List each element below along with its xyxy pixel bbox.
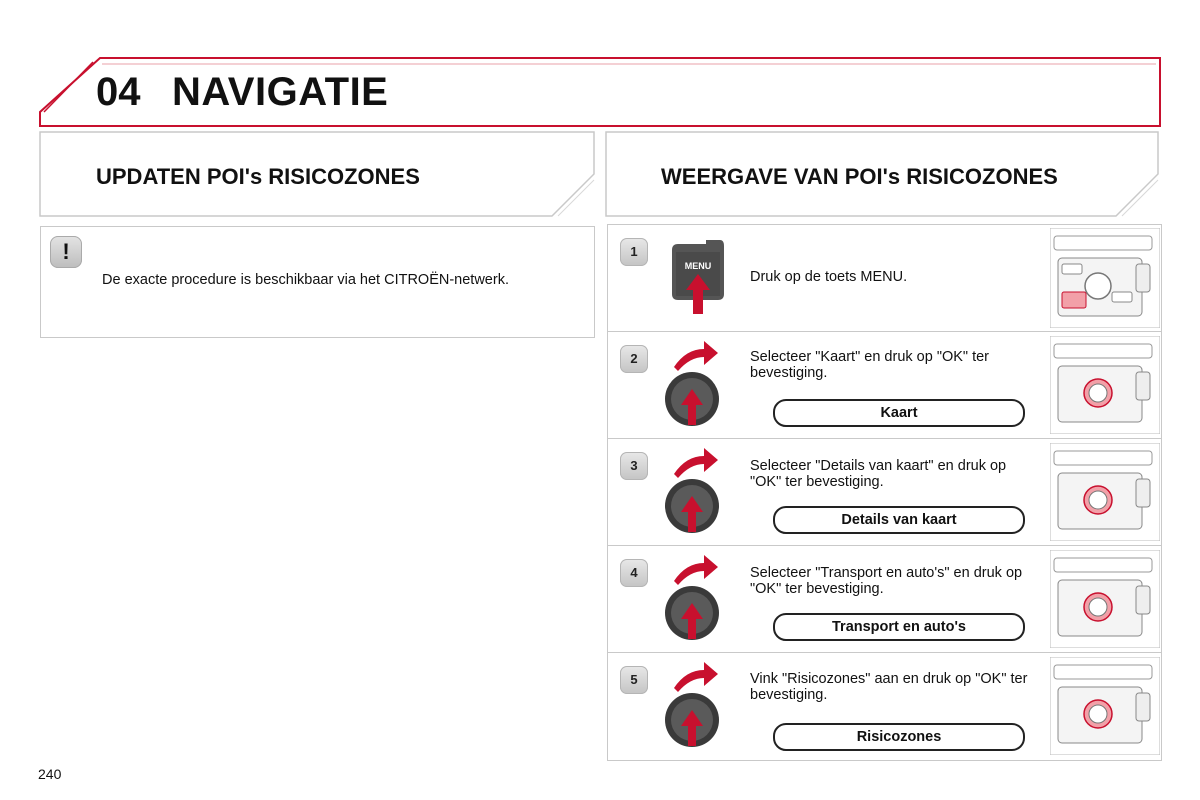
step-text: Selecteer "Kaart" en druk op "OK" ter bevestiging. [750,349,990,381]
radio-panel-thumbnail [1050,336,1160,434]
option-kaart[interactable]: Kaart [773,399,1025,427]
right-section-title: WEERGAVE VAN POI's RISICOZONES [661,164,1058,189]
step-text: Vink "Risicozones" aan en druk op "OK" ter bevestiging. [750,671,1028,703]
step-number: 2 [620,345,648,373]
step-number: 5 [620,666,648,694]
step-text: Druk op de toets MENU. [750,269,908,285]
rotary-knob-icon [660,444,730,534]
step-text: Selecteer "Transport en auto's" en druk op "OK" ter bevestiging. [750,565,1023,597]
radio-panel-thumbnail [1050,657,1160,755]
option-risicozones[interactable]: Risicozones [773,723,1025,751]
step-text: Selecteer "Details van kaart" en druk op "OK" ter bevestiging. [750,458,1007,490]
chapter-number: 04 [96,70,141,114]
left-section-title: UPDATEN POI's RISICOZONES [96,164,420,189]
radio-panel-thumbnail [1050,443,1160,541]
step-number: 4 [620,559,648,587]
radio-panel-thumbnail [1050,228,1160,328]
step-divider [607,331,1162,332]
rotary-knob-icon [660,551,730,641]
step-number: 1 [620,238,648,266]
notice-text: De exacte procedure is beschikbaar via het CITROËN-netwerk. [102,272,509,288]
step-number: 3 [620,452,648,480]
step-divider [607,438,1162,439]
option-details-van-kaart[interactable]: Details van kaart [773,506,1025,534]
rotary-knob-icon [660,658,730,748]
menu-button-icon [668,240,728,316]
chapter-title: NAVIGATIE [172,70,389,114]
menu-button-label: MENU [684,261,712,271]
step-divider [607,545,1162,546]
radio-panel-thumbnail [1050,550,1160,648]
step-divider [607,652,1162,653]
rotary-knob-icon [660,337,730,427]
page-number: 240 [38,766,62,782]
option-transport-en-autos[interactable]: Transport en auto's [773,613,1025,641]
warning-icon: ! [50,236,82,268]
